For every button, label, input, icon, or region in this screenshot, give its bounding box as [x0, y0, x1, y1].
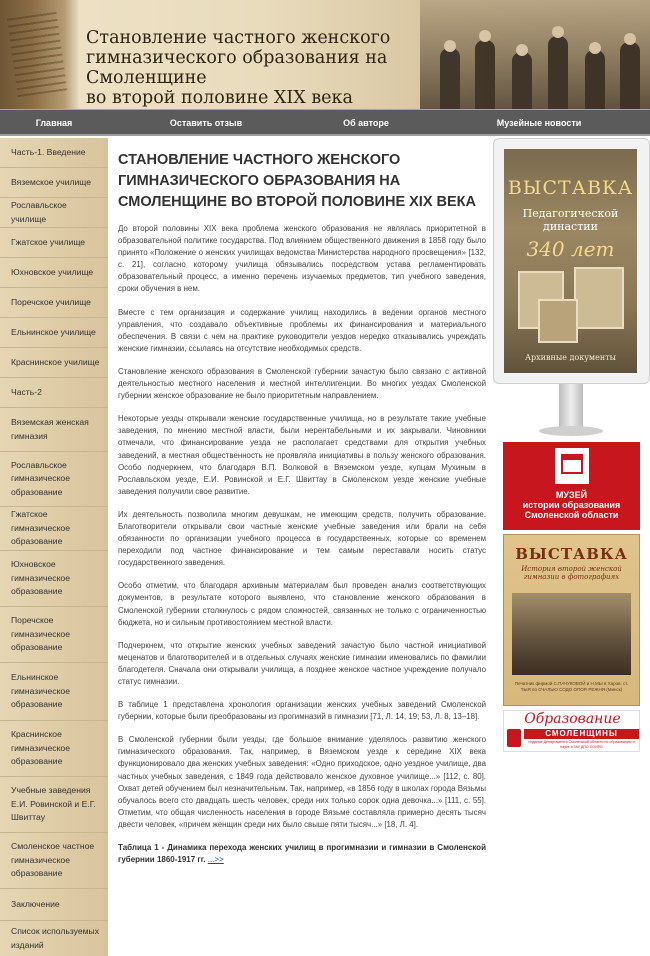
paragraph: В таблице 1 представлена хронология организации женских учебных заведений Смоленской губернии, которые были преобразованы из прогимназий в гимназии [71, Л. 14, 19; 53, Л. 8, 13–18]. — [118, 700, 486, 722]
sidebar-item[interactable] — [0, 889, 108, 921]
nav-item-feedback[interactable]: Оставить отзыв — [169, 118, 243, 128]
gymnasium-exhibition-banner[interactable] — [503, 534, 640, 706]
sidebar-item[interactable] — [0, 288, 108, 318]
paragraph: Подчеркнем, что открытие женских учебных заведений зачастую было частной инициативой меценатов и благотворителей и в отдельных случаях женские гимназии именовались по фамилии благодетеля. Сначала они открывали училища, а позднее женское частное учреждение получало статус гимназии. — [118, 640, 486, 686]
paragraph: В Смоленской губернии были уезды, где большое внимание уделялось развитию женского гимназического образования. Так, например, в Вяземском уезде к середине XIX века функционировало два женских учебных заведения: «Одно приходское, одно уездное училище, два частных учебных заведения, с 1849 года действовало женское духовное училище...» [112, с. 80]. Охват детей обучением был незначительным. Так, например, «в 1856 году в школах города Вязьмы обучалось всего сто двадцать шесть человек, среди них только сорок одна девочка...» [111, с. 55]. Отметим, что общая численность населения в городе Вязьме составляла примерно десять тысяч двести человек, «причем женщин среди них было свыше пяти тысяч...» [18, Л. 4]. — [118, 735, 486, 829]
top-nav — [0, 110, 650, 136]
nav-item-home[interactable]: Главная — [35, 118, 73, 128]
sidebar-item[interactable] — [0, 198, 108, 228]
table-caption-text: Таблица 1 - Динамика перехода женских училищ в прогимназии и гимназии в Смоленской губернии 1860-1917 гг. — [118, 843, 486, 865]
sidebar-item-label: Поречское училище — [11, 296, 91, 307]
header-historic-photo — [420, 0, 650, 110]
paragraph: Их деятельность позволила многим девушкам, не имеющим средств, получить образование. Благотворители открывали свои частные женские учебные заведения или брали на себя обязанности по организации учебного процесса в государственных, которые со временем переходили под частное финансирование и тем самым переставали носить статус государственного заведения. — [118, 509, 486, 568]
kiosk-caption: Архивные документы — [524, 353, 617, 362]
site-title-line: во второй половине XIX века — [86, 88, 353, 108]
sidebar-item[interactable] — [0, 228, 108, 258]
paragraph: Некоторые уезды открывали женские государственные училища, но в результате такие учебные заведения, по мнению местной власти, были нерентабельными и их закрывали. Чиновники отмечали, что финансирование уезда не располагает средствами для открытия учебных заведений, а местная общественность не проявляла инициативы в пользу женского образования. Особо подчеркнем, что благодаря В.П. Волковой в Вяземском уезде, купцам Мухиным в Рославльском уезде, Е.И. Ровинской и Е.Г. Швиттау в Смоленском уезде женские учебные заведения получили свое развитие. — [118, 414, 486, 496]
sidebar-item[interactable] — [0, 378, 108, 408]
nav-item-museum-news[interactable]: Музейные новости — [496, 118, 582, 128]
sidebar-item[interactable] — [0, 258, 108, 288]
sidebar-item[interactable] — [0, 507, 108, 551]
museum-title-line: Смоленской области — [524, 510, 619, 520]
sidebar-item-label: Заключение — [11, 898, 60, 909]
paragraph: До второй половины XIX века проблема женского образования не являлась приоритетной в образовательной политике государства. Под влиянием общественного движения в 1858 году было принято «Положение о женских училищах ведомства Министерства народного просвещения» [132, с. 21], согласно которому училища обязывались посредством устава регламентировать образовательный процесс, а именно перечень изучаемых предметов, тип учебного заведения, сроки обучения в нем. — [118, 224, 486, 294]
sidebar-item-label: Учебные заведения Е.И. Ровинской и Е.Г. Швиттау — [11, 785, 96, 823]
sidebar-item[interactable] — [0, 168, 108, 198]
sidebar-item-label: Рославльское училище — [11, 200, 67, 224]
nav-item-about-author[interactable]: Об авторе — [343, 118, 389, 128]
museum-banner[interactable] — [503, 442, 640, 530]
sidebar-item-label: Смоленское частное гимназическое образование — [11, 841, 95, 879]
exhibition-group-photo — [512, 593, 631, 675]
table-more-link[interactable]: ...>> — [207, 855, 224, 865]
sidebar-item[interactable] — [0, 318, 108, 348]
sidebar-item-label: Юхновское гимназическое образование — [11, 559, 70, 597]
sidebar-item[interactable] — [0, 452, 108, 507]
smolensk-emblem-icon — [507, 729, 521, 747]
sidebar-item[interactable] — [0, 921, 108, 956]
sidebar-item[interactable] — [0, 607, 108, 663]
sidebar-item-label: Рославльское гимназическое образование — [11, 459, 70, 497]
sidebar-item-label: Краснинское гимназическое образование — [11, 729, 70, 767]
sidebar — [0, 138, 108, 956]
smolensk-title: Образование — [524, 711, 621, 727]
exhibition-footer: Печатник фирмой С.ПАЧУКОВОЙ и Н.МЫ в Харов. ст. ТЫЯ по СЧАЛЬЮ СОДО ОПОР. РЕЖНЯ (Минск) — [514, 681, 629, 692]
sidebar-item[interactable] — [0, 408, 108, 452]
museum-logo-icon — [555, 448, 589, 484]
site-title — [86, 28, 446, 108]
paragraph: Особо отметим, что благодаря архивным материалам был проведен анализ соответствующих документов, в результате которого выявлено, что становление женского образования в Смоленской губернии столкнулось с рядом сложностей, связанных не только с ограниченностью бюджета, но и сильным противостоянием местной власти. — [118, 581, 486, 627]
main-content — [118, 150, 486, 866]
kiosk-stand — [559, 384, 583, 428]
sidebar-item-label: Вяземское училище — [11, 176, 92, 187]
kiosk-photo — [574, 267, 624, 329]
sidebar-item-label: Гжатское училище — [11, 236, 86, 247]
sidebar-item[interactable] — [0, 663, 108, 721]
sidebar-item[interactable] — [0, 777, 108, 833]
exhibition-subtitle: История второй женской гимназии в фотографиях — [521, 565, 622, 581]
sidebar-item-label: Вяземская женская гимназия — [11, 417, 89, 441]
kiosk-photo — [538, 299, 578, 343]
sidebar-item[interactable] — [0, 721, 108, 777]
kiosk-base — [539, 426, 603, 436]
sidebar-item-label: Часть-2 — [11, 386, 42, 397]
museum-title — [503, 490, 640, 520]
sidebar-item[interactable] — [0, 138, 108, 168]
site-title-line: гимназического образования на Смоленщине — [86, 48, 388, 88]
sidebar-item[interactable] — [0, 833, 108, 889]
museum-title-line: МУЗЕЙ — [555, 490, 588, 500]
site-title-line: Становление частного женского — [86, 28, 391, 48]
paragraph: Вместе с тем организация и содержание училищ находились в ведении органов местного управления, что создавало объективные проблемы их финансирования и материального обеспечения. В связи с чем на практике руководители уездов нередко отказывались учреждать женские гимназии, ссылаясь на отсутствие необходимых средств. — [118, 307, 486, 353]
table-caption — [118, 842, 486, 866]
museum-title-line: истории образования — [522, 500, 621, 510]
sidebar-item-label: Ельнинское училище — [11, 326, 96, 337]
exhibition-title: ВЫСТАВКА — [515, 545, 628, 563]
kiosk-subtitle: Педагогической династии — [522, 207, 619, 233]
smolensk-subtitle: СМОЛЕНЩИНЫ — [524, 729, 639, 739]
kiosk-screen — [504, 149, 637, 373]
sidebar-item-label: Юхновское училище — [11, 266, 94, 277]
kiosk-title: ВЫСТАВКА — [507, 177, 634, 199]
smolensk-note: Издание Департамента Смоленской области по образованию и науке и ГАУ ДПО СОИРО — [528, 740, 635, 749]
paragraph: Становление женского образования в Смоленской губернии зачастую было связано с активной деятельностью местного населения и местной интеллигенции. Во многих уездах Смоленской губернии женское образование не было приоритетным направлением. — [118, 366, 486, 401]
exhibition-kiosk-banner[interactable] — [493, 138, 650, 440]
sidebar-item-label: Ельнинское гимназическое образование — [11, 672, 70, 710]
kiosk-frame — [493, 138, 650, 384]
page-title: СТАНОВЛЕНИЕ ЧАСТНОГО ЖЕНСКОГО ГИМНАЗИЧЕСКОГО ОБРАЗОВАНИЯ НА СМОЛЕНЩИНЕ ВО ВТОРОЙ ПОЛОВИНЕ XIX ВЕКА — [118, 152, 477, 210]
sidebar-item-label: Список используемых изданий — [11, 926, 100, 950]
sidebar-item-label: Гжатское гимназическое образование — [11, 509, 70, 547]
site-header — [0, 0, 650, 110]
header-book-image — [0, 0, 80, 110]
sidebar-item-label: Поречское гимназическое образование — [11, 615, 70, 653]
sidebar-item-label: Краснинское училище — [11, 356, 100, 367]
sidebar-item[interactable] — [0, 551, 108, 607]
smolensk-education-banner[interactable] — [503, 710, 640, 752]
kiosk-years: 340 лет — [526, 237, 615, 261]
sidebar-item[interactable] — [0, 348, 108, 378]
sidebar-item-label: Часть-1. Введение — [11, 146, 86, 157]
